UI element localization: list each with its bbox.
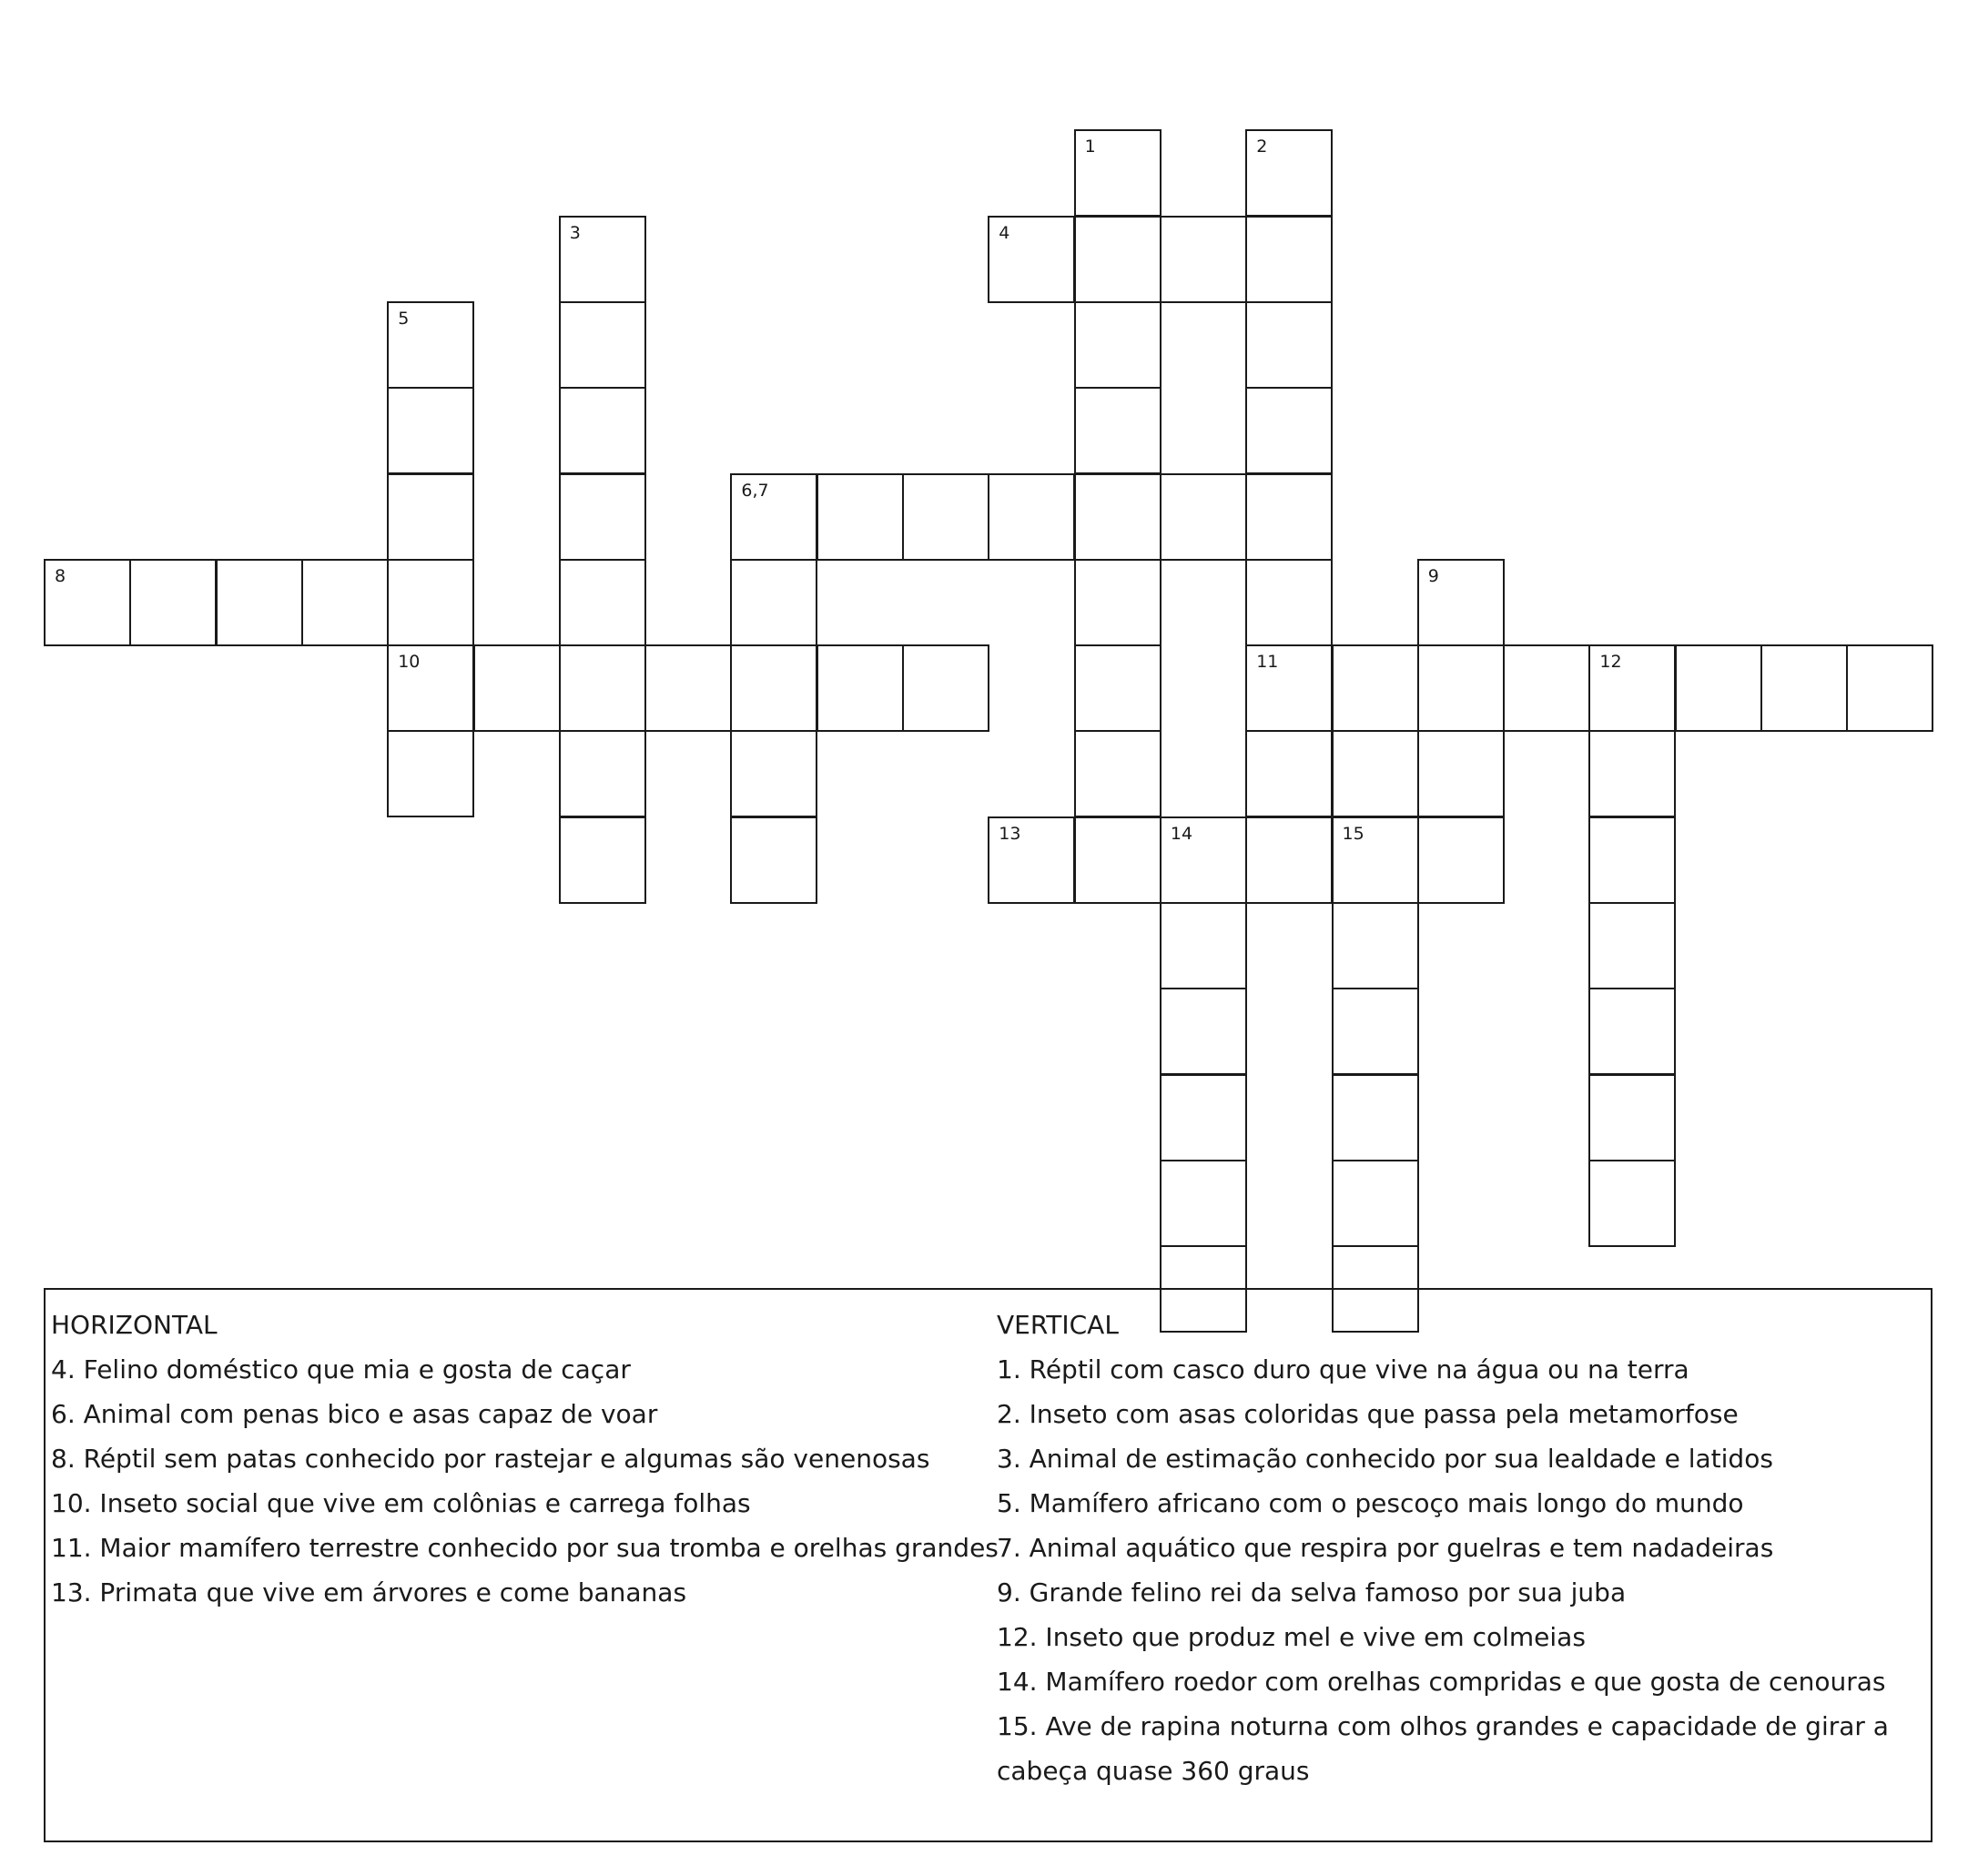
grid-cell[interactable]	[1245, 644, 1333, 732]
clue-h-6: 6. Animal com penas bico e asas capaz de voar	[51, 1399, 658, 1429]
grid-cell[interactable]	[730, 644, 817, 732]
grid-cell[interactable]	[1074, 473, 1162, 561]
clue-h-13: 13. Primata que vive em árvores e come bananas	[51, 1577, 687, 1607]
grid-cell[interactable]	[559, 559, 646, 646]
grid-cell[interactable]	[559, 216, 646, 303]
grid-cell[interactable]	[1160, 473, 1247, 561]
grid-cell[interactable]	[1074, 129, 1162, 217]
grid-cell[interactable]	[1245, 129, 1333, 217]
grid-cell[interactable]	[1245, 559, 1333, 646]
grid-cell[interactable]	[1417, 559, 1505, 646]
grid-cell[interactable]	[1160, 902, 1247, 989]
grid-cell[interactable]	[1160, 1160, 1247, 1247]
grid-cell[interactable]	[1245, 301, 1333, 389]
grid-cell[interactable]	[1417, 730, 1505, 817]
grid-cell[interactable]	[1588, 1074, 1676, 1161]
clue-h-8: 8. Réptil sem patas conhecido por rastejar e algumas são venenosas	[51, 1444, 930, 1474]
grid-cell[interactable]	[988, 816, 1075, 904]
clue-number: 5	[398, 308, 410, 329]
clue-number: 6,7	[741, 480, 769, 501]
horizontal-heading: HORIZONTAL	[51, 1310, 218, 1340]
grid-cell[interactable]	[387, 644, 474, 732]
vertical-heading: VERTICAL	[997, 1310, 1119, 1340]
grid-cell[interactable]	[1074, 644, 1162, 732]
clue-number: 14	[1170, 823, 1193, 844]
grid-cell[interactable]	[730, 473, 817, 561]
grid-cell[interactable]	[1074, 301, 1162, 389]
grid-cell[interactable]	[817, 644, 904, 732]
grid-cell[interactable]	[1588, 902, 1676, 989]
clue-v-7: 7. Animal aquático que respira por guelras e tem nadadeiras	[997, 1533, 1774, 1563]
grid-cell[interactable]	[559, 816, 646, 904]
clue-h-11: 11. Maior mamífero terrestre conhecido por sua tromba e orelhas grandes	[51, 1533, 999, 1563]
clue-number: 1	[1084, 137, 1096, 157]
grid-cell[interactable]	[1160, 1074, 1247, 1161]
grid-cell[interactable]	[559, 301, 646, 389]
clue-h-10: 10. Inseto social que vive em colônias e carrega folhas	[51, 1488, 751, 1518]
grid-cell[interactable]	[817, 473, 904, 561]
grid-cell[interactable]	[559, 730, 646, 817]
clue-number: 13	[999, 823, 1021, 844]
grid-cell[interactable]	[129, 559, 217, 646]
clue-number: 9	[1427, 565, 1439, 586]
grid-cell[interactable]	[559, 644, 646, 732]
grid-cell[interactable]	[644, 644, 732, 732]
grid-cell[interactable]	[1417, 644, 1505, 732]
grid-cell[interactable]	[44, 559, 131, 646]
clue-v-2: 2. Inseto com asas coloridas que passa pela metamorfose	[997, 1399, 1739, 1429]
grid-cell[interactable]	[1332, 1160, 1419, 1247]
clue-v-1: 1. Réptil com casco duro que vive na água ou na terra	[997, 1354, 1689, 1384]
grid-cell[interactable]	[902, 473, 989, 561]
grid-cell[interactable]	[1160, 816, 1247, 904]
grid-cell[interactable]	[473, 644, 561, 732]
grid-cell[interactable]	[1074, 816, 1162, 904]
grid-cell[interactable]	[1588, 730, 1676, 817]
grid-cell[interactable]	[1160, 216, 1247, 303]
grid-cell[interactable]	[1074, 216, 1162, 303]
clue-v-5: 5. Mamífero africano com o pescoço mais longo do mundo	[997, 1488, 1744, 1518]
clue-number: 11	[1256, 652, 1279, 673]
grid-cell[interactable]	[387, 387, 474, 474]
clue-number: 2	[1256, 137, 1268, 157]
clue-v-9: 9. Grande felino rei da selva famoso por sua juba	[997, 1577, 1627, 1607]
clue-number: 10	[398, 652, 421, 673]
grid-cell[interactable]	[1503, 644, 1590, 732]
grid-cell[interactable]	[1245, 473, 1333, 561]
grid-cell[interactable]	[559, 387, 646, 474]
grid-cell[interactable]	[1245, 216, 1333, 303]
grid-cell[interactable]	[1245, 730, 1333, 817]
grid-cell[interactable]	[1245, 816, 1333, 904]
clue-v-14: 14. Mamífero roedor com orelhas compridas e que gosta de cenouras	[997, 1667, 1886, 1697]
clue-number: 4	[999, 222, 1010, 243]
clue-v-12: 12. Inseto que produz mel e vive em colmeias	[997, 1622, 1586, 1652]
clues-box	[44, 1288, 1932, 1842]
grid-cell[interactable]	[1074, 730, 1162, 817]
grid-cell[interactable]	[1588, 816, 1676, 904]
vertical-clues	[997, 1303, 1916, 1793]
clue-v-3: 3. Animal de estimação conhecido por sua lealdade e latidos	[997, 1444, 1773, 1474]
grid-cell[interactable]	[1332, 816, 1419, 904]
grid-cell[interactable]	[730, 816, 817, 904]
clue-v-15: 15. Ave de rapina noturna com olhos grandes e capacidade de girar a cabeça quase 360 graus	[997, 1711, 1889, 1786]
grid-cell[interactable]	[902, 644, 989, 732]
grid-cell[interactable]	[1675, 644, 1762, 732]
clue-h-4: 4. Felino doméstico que mia e gosta de caçar	[51, 1354, 631, 1384]
grid-cell[interactable]	[559, 473, 646, 561]
grid-cell[interactable]	[1332, 730, 1419, 817]
grid-cell[interactable]	[216, 559, 303, 646]
clue-number: 12	[1599, 652, 1622, 673]
grid-cell[interactable]	[1846, 644, 1933, 732]
clue-number: 15	[1342, 823, 1364, 844]
grid-cell[interactable]	[1245, 387, 1333, 474]
grid-cell[interactable]	[1074, 559, 1162, 646]
clue-number: 3	[569, 222, 581, 243]
grid-cell[interactable]	[1074, 387, 1162, 474]
grid-cell[interactable]	[1332, 902, 1419, 989]
clue-number: 8	[55, 565, 66, 586]
grid-cell[interactable]	[1417, 816, 1505, 904]
horizontal-clues	[51, 1303, 998, 1615]
grid-cell[interactable]	[387, 301, 474, 389]
grid-cell[interactable]	[988, 216, 1075, 303]
grid-cell[interactable]	[301, 559, 389, 646]
grid-cell[interactable]	[1332, 1074, 1419, 1161]
grid-cell[interactable]	[1332, 644, 1419, 732]
grid-cell[interactable]	[730, 730, 817, 817]
grid-cell[interactable]	[1760, 644, 1848, 732]
grid-cell[interactable]	[387, 473, 474, 561]
grid-cell[interactable]	[730, 559, 817, 646]
grid-cell[interactable]	[387, 559, 474, 646]
grid-cell[interactable]	[1588, 644, 1676, 732]
grid-cell[interactable]	[988, 473, 1075, 561]
grid-cell[interactable]	[1332, 988, 1419, 1075]
grid-cell[interactable]	[1160, 988, 1247, 1075]
grid-cell[interactable]	[1588, 988, 1676, 1075]
grid-cell[interactable]	[387, 730, 474, 817]
grid-cell[interactable]	[1588, 1160, 1676, 1247]
